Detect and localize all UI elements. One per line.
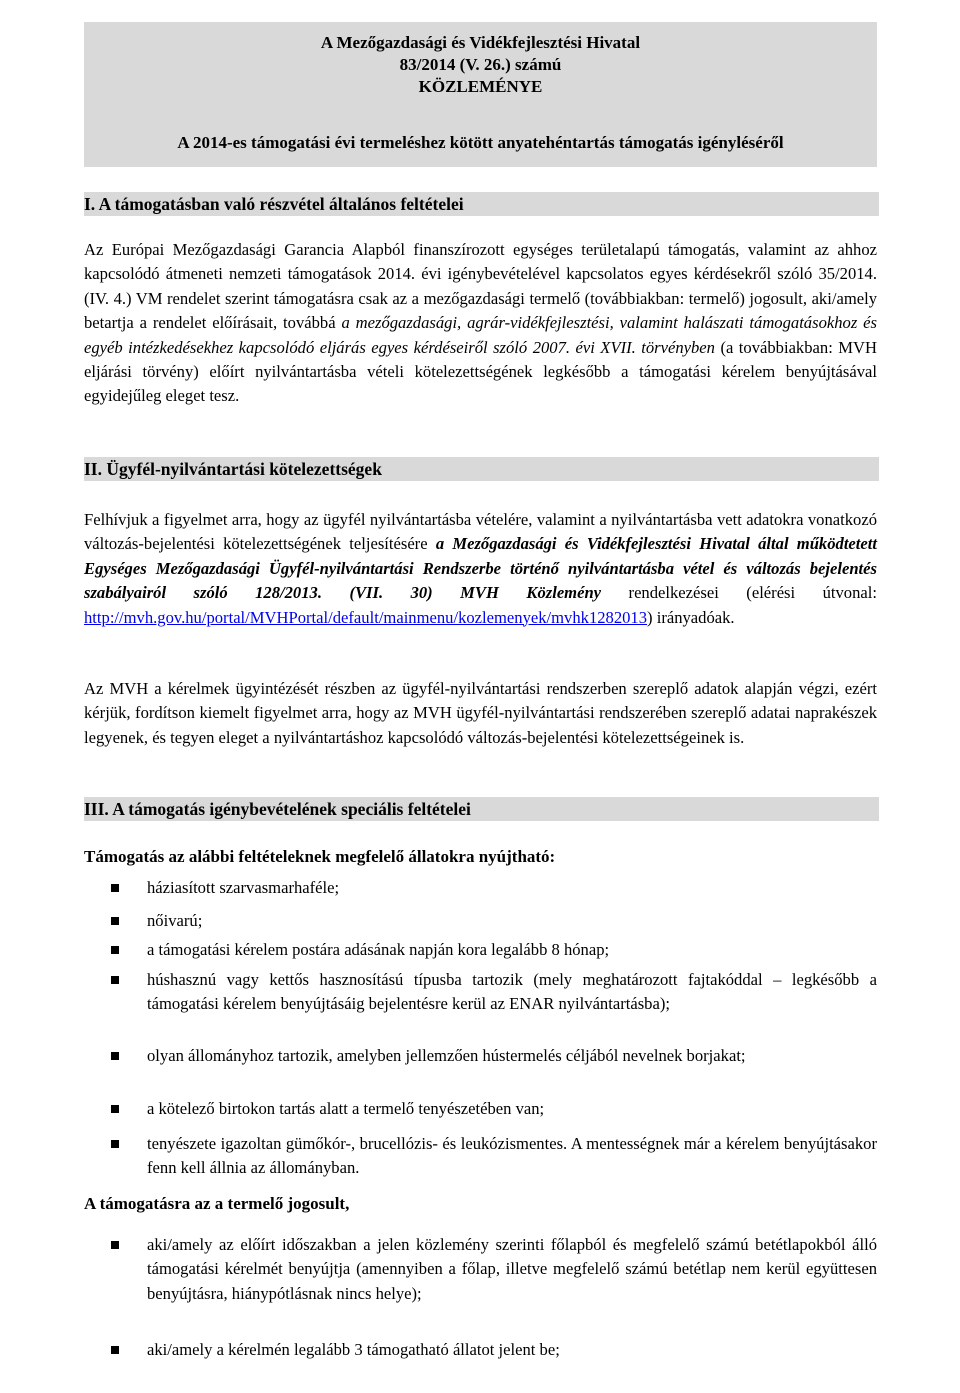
section-heading-3: III. A támogatás igénybevételének speciális feltételei [84, 797, 879, 821]
list-item: olyan állományhoz tartozik, amelyben jellemzően hústermelés céljából nevelnek borjakat; [104, 1044, 877, 1068]
eligibility-heading: A támogatásra az a termelő jogosult, [84, 1194, 350, 1213]
list-item: aki/amely a kérelmén legalább 3 támogatható állatot jelent be; [104, 1338, 877, 1362]
section-2-paragraph-1: Felhívjuk a figyelmet arra, hogy az ügyfél nyilvántartásba vételére, valamint a nyilvántartásba vett adatokra vonatkozó változás-bejelentési kötelezettségének teljesítésére a Mezőgazdasági és Vidékfejlesztési Hivatal által működtetett Egységes Mezőgazdasági Ügyfél-nyilvántartási Rendszerbe történő nyilvántartásba vétel és változás bejelentés szabályairól szóló 128/2013. (VII. 30) MVH Közlemény rendelkezései (elérési útvonal: http://mvh.gov.hu/portal/MVHPortal/default/mainmenu/kozlemenyek/mvhk1282013) irányadóak. [84, 510, 877, 627]
list-item: tenyészete igazoltan gümőkór-, brucellózis- és leukózismentes. A mentességnek már a kérelem benyújtásakor fenn kell állnia az állományban. [104, 1132, 877, 1181]
issuer-title: A Mezőgazdasági és Vidékfejlesztési Hivatal [320, 33, 641, 52]
list-item: a kötelező birtokon tartás alatt a termelő tenyészetében van; [104, 1097, 877, 1121]
list-item: húshasznú vagy kettős hasznosítású típusba tartozik (mely meghatározott fajtakóddal – legkésőbb a támogatási kérelem benyújtásáig bejelentésre kerül az ENAR nyilvántartásba); [104, 968, 877, 1017]
section-heading-2: II. Ügyfél-nyilvántartási kötelezettségek [84, 457, 879, 481]
notice-label: KÖZLEMÉNYE [418, 77, 543, 96]
notice-number: 83/2014 (V. 26.) számú [399, 55, 562, 74]
section-2-paragraph-2: Az MVH a kérelmek ügyintézését részben az ügyfél-nyilvántartási rendszerben szereplő adatok alapján végzi, ezért kérjük, fordítson kiemelt figyelmet arra, hogy az MVH ügyfél-nyilvántartási rendszerében szereplő adatai naprakészek legyenek, és tegyen eleget a nyilvántartáshoz kapcsolódó változás-bejelentési kötelezettségeinek is. [84, 679, 877, 747]
title-block [84, 22, 877, 167]
section-heading-1: I. A támogatásban való részvétel általános feltételei [84, 192, 879, 216]
section-1-paragraph: Az Európai Mezőgazdasági Garancia Alapból finanszírozott egységes területalapú támogatás, valamint az ahhoz kapcsolódó átmeneti nemzeti támogatások 2014. évi igénybevételével kapcsolatos egyes kérdésekről szóló 35/2014. (IV. 4.) VM rendelet szerint támogatásra csak az a mezőgazdasági termelő (továbbiakban: termelő) jogosult, aki/amely betartja a rendelet előírásait, továbbá a mezőgazdasági, agrár-vidékfejlesztési, valamint halászati támogatásokhoz és egyéb intézkedésekhez kapcsolódó eljárás egyes kérdéseiről szóló 2007. évi XVII. törvényben (a továbbiakban: MVH eljárási törvény) előírt nyilvántartásba vételi kötelezettségének legkésőbb a támogatási kérelem benyújtásával egyidejűleg eleget tesz. [84, 240, 877, 406]
conditions-heading: Támogatás az alábbi feltételeknek megfelelő állatokra nyújtható: [84, 847, 556, 866]
list-item: aki/amely az előírt időszakban a jelen közlemény szerinti főlapból és megfelelő számú betétlapokból álló támogatási kérelmét benyújtja (amennyiben a főlap, illetve megfelelő számú betétlap nem kerül együttesen benyújtásra, hiánypótlásnak nincs helye); [104, 1233, 877, 1306]
notice-subject: A 2014-es támogatási évi termeléshez kötött anyatehéntartás támogatás igényléséről [177, 133, 784, 152]
mvh-link[interactable]: http://mvh.gov.hu/portal/MVHPortal/default/mainmenu/kozlemenyek/mvhk1282013 [84, 607, 648, 627]
list-item: háziasított szarvasmarhaféle; [104, 876, 877, 900]
list-item: nőivarú; [104, 909, 877, 933]
list-item: a támogatási kérelem postára adásának napján kora legalább 8 hónap; [104, 938, 877, 962]
